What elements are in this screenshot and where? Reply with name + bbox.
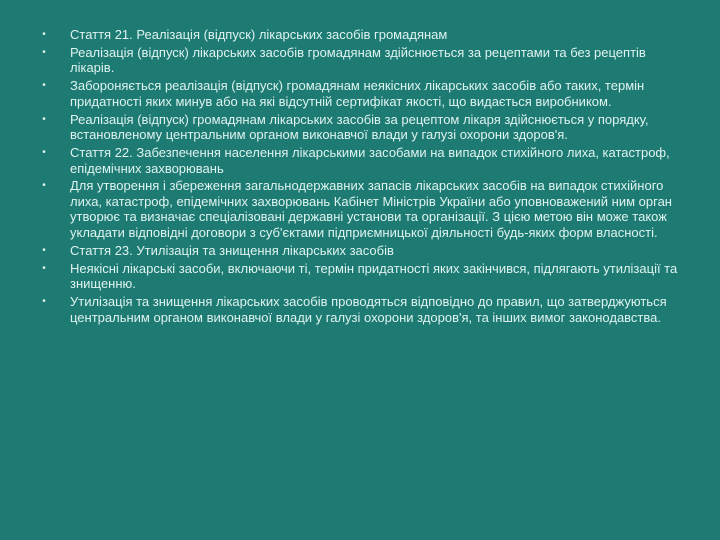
- item-text: Забороняється реалізація (відпуск) громадянам неякісних лікарських засобів або таких, термін придатності яких минув або на які відсутній сертифікат якості, що видається виробником.: [70, 78, 645, 109]
- item-text: Утилізація та знищення лікарських засобів проводяться відповідно до правил, що затверджуються центральним органом виконавчої влади у галузі охорони здоров'я, та інших вимог законодавства.: [70, 294, 667, 325]
- bullet-icon: •: [42, 80, 46, 92]
- list-item: [38, 243, 688, 259]
- item-text: Для утворення і збереження загальнодержавних запасів лікарських засобів на випадок стихійного лиха, катастроф, епідемічних захворювань Кабінет Міністрів України або уповноважений ним орган утворює та визначає спеціалізовані державні установи та організації. З цією метою він може також укладати відповідні договори з суб'єктами підприємницької діяльності будь-яких форм власності.: [70, 178, 672, 241]
- item-text: Стаття 21. Реалізація (відпуск) лікарських засобів громадянам: [70, 27, 448, 42]
- bullet-icon: •: [42, 180, 46, 192]
- item-text: Реалізація (відпуск) громадянам лікарських засобів за рецептом лікаря здійснюється у порядку, встановленому центральним органом виконавчої влади у галузі охорони здоров'я.: [70, 111, 649, 143]
- bullet-icon: •: [42, 262, 46, 274]
- list-item: [38, 145, 688, 176]
- bullet-icon: •: [42, 296, 46, 307]
- list-item: [38, 27, 688, 43]
- list-item: [38, 178, 688, 240]
- item-text: Стаття 23. Утилізація та знищення лікарських засобів: [70, 242, 394, 258]
- bullet-icon: •: [42, 29, 46, 40]
- item-text: Неякісні лікарські засоби, включаючи ті, термін придатності яких закінчився, підлягають утилізації та знищенню.: [70, 260, 678, 292]
- list-item: [38, 112, 688, 143]
- bullet-list: [38, 27, 688, 327]
- list-item: [38, 45, 688, 76]
- item-text: Реалізація (відпуск) лікарських засобів громадянам здійснюється за рецептами та без рецептів лікарів.: [70, 44, 646, 76]
- list-item: [38, 261, 688, 292]
- bullet-icon: •: [42, 46, 46, 58]
- list-item: [38, 294, 688, 325]
- list-item: [38, 78, 688, 109]
- bullet-icon: •: [42, 244, 46, 256]
- item-text: Стаття 22. Забезпечення населення лікарськими засобами на випадок стихійного лиха, катастроф, епідемічних захворювань: [70, 144, 670, 176]
- bullet-icon: •: [42, 113, 46, 125]
- bullet-icon: •: [42, 146, 46, 158]
